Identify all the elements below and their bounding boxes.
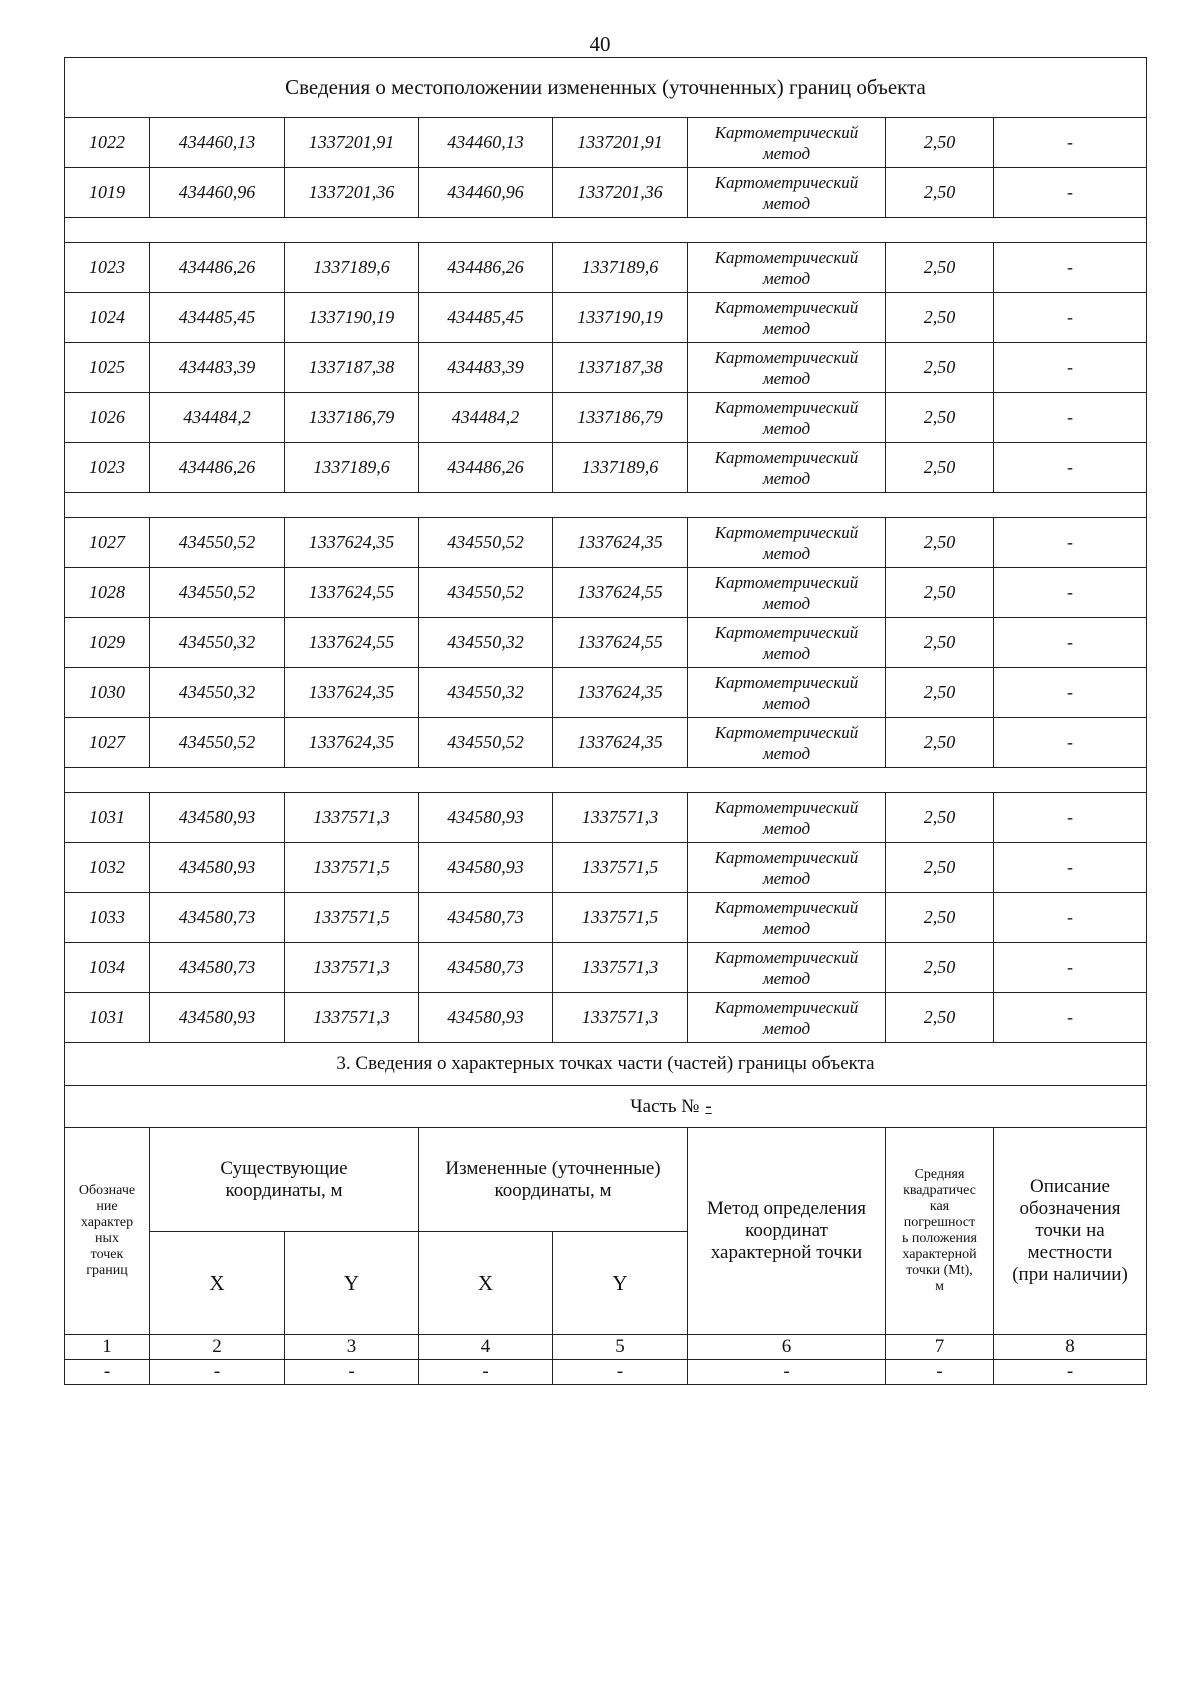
existing-y-cell: 1337624,35 bbox=[285, 718, 419, 768]
header-designation-line: границ bbox=[86, 1263, 128, 1278]
description-cell: - bbox=[994, 168, 1147, 218]
method-cell bbox=[688, 568, 886, 618]
column-number: 6 bbox=[688, 1335, 886, 1360]
existing-x-cell: 434550,32 bbox=[150, 618, 285, 668]
point-number-cell: 1031 bbox=[65, 793, 150, 843]
method-line: Картометрический bbox=[714, 947, 859, 967]
header-existing-x: X bbox=[150, 1232, 285, 1335]
table-row bbox=[65, 443, 1147, 493]
table-row bbox=[65, 118, 1147, 168]
changed-y-cell: 1337571,3 bbox=[553, 993, 688, 1043]
existing-y-cell: 1337624,55 bbox=[285, 568, 419, 618]
method-line: метод bbox=[762, 268, 811, 288]
description-cell: - bbox=[994, 943, 1147, 993]
header-existing-line: координаты, м bbox=[225, 1179, 343, 1201]
page-number: 40 bbox=[589, 32, 611, 56]
mt-cell: 2,50 bbox=[886, 443, 994, 493]
point-number-cell: 1022 bbox=[65, 118, 150, 168]
description-cell: - bbox=[994, 518, 1147, 568]
method-line: метод bbox=[762, 193, 811, 213]
changed-y-cell: 1337624,35 bbox=[553, 718, 688, 768]
method-cell bbox=[688, 993, 886, 1043]
description-cell: - bbox=[994, 343, 1147, 393]
changed-y-cell: 1337571,5 bbox=[553, 893, 688, 943]
description-cell: - bbox=[994, 443, 1147, 493]
method-line: метод bbox=[762, 1018, 811, 1038]
method-line: Картометрический bbox=[714, 897, 859, 917]
changed-y-cell: 1337201,91 bbox=[553, 118, 688, 168]
mt-cell: 2,50 bbox=[886, 118, 994, 168]
changed-x-cell: 434483,39 bbox=[419, 343, 553, 393]
table-title: Сведения о местоположении измененных (уточненных) границ объекта bbox=[65, 58, 1147, 118]
header-description-line: обозначения bbox=[1019, 1198, 1121, 1219]
header-mt-line: точки (Mt), bbox=[906, 1263, 973, 1278]
header-existing-line: Существующие bbox=[220, 1157, 348, 1179]
description-cell: - bbox=[994, 293, 1147, 343]
method-cell bbox=[688, 343, 886, 393]
existing-x-cell: 434550,52 bbox=[150, 568, 285, 618]
changed-y-cell: 1337189,6 bbox=[553, 243, 688, 293]
existing-y-cell: 1337189,6 bbox=[285, 443, 419, 493]
header-changed-line: Измененные (уточненные) bbox=[445, 1157, 661, 1179]
table-row bbox=[65, 843, 1147, 893]
method-line: Картометрический bbox=[714, 347, 859, 367]
method-cell bbox=[688, 518, 886, 568]
empty-cell: - bbox=[994, 1360, 1147, 1385]
mt-cell: 2,50 bbox=[886, 893, 994, 943]
method-line: метод bbox=[762, 468, 811, 488]
method-line: Картометрический bbox=[714, 722, 859, 742]
table-row bbox=[65, 618, 1147, 668]
header-description-line: местности bbox=[1027, 1242, 1113, 1263]
description-cell: - bbox=[994, 718, 1147, 768]
point-number-cell: 1025 bbox=[65, 343, 150, 393]
header-changed-y: Y bbox=[553, 1232, 688, 1335]
header-mt-line: Средняя bbox=[914, 1167, 965, 1182]
column-number: 4 bbox=[419, 1335, 553, 1360]
method-line: метод bbox=[762, 918, 811, 938]
header-mt-line: характерной bbox=[902, 1247, 977, 1262]
changed-y-cell: 1337201,36 bbox=[553, 168, 688, 218]
header-method bbox=[688, 1128, 886, 1335]
method-line: Картометрический bbox=[714, 297, 859, 317]
header-description-line: Описание bbox=[1030, 1176, 1110, 1197]
existing-x-cell: 434580,73 bbox=[150, 893, 285, 943]
changed-y-cell: 1337571,3 bbox=[553, 943, 688, 993]
point-number-cell: 1027 bbox=[65, 518, 150, 568]
changed-x-cell: 434550,52 bbox=[419, 568, 553, 618]
method-line: Картометрический bbox=[714, 797, 859, 817]
header-mt-line: м bbox=[935, 1279, 944, 1294]
empty-cell: - bbox=[150, 1360, 285, 1385]
description-cell: - bbox=[994, 668, 1147, 718]
part-label: Часть № bbox=[630, 1095, 700, 1117]
table-row bbox=[65, 393, 1147, 443]
changed-x-cell: 434550,52 bbox=[419, 718, 553, 768]
header-row bbox=[65, 1128, 1147, 1232]
section-3-row bbox=[65, 1043, 1147, 1086]
boundary-table bbox=[64, 57, 1147, 1385]
description-cell: - bbox=[994, 118, 1147, 168]
method-line: метод bbox=[762, 418, 811, 438]
header-designation-line: ние bbox=[96, 1199, 118, 1214]
part-row bbox=[65, 1086, 1147, 1128]
header-method-line: Метод определения bbox=[707, 1198, 866, 1219]
existing-x-cell: 434486,26 bbox=[150, 243, 285, 293]
header-mt-line: кая bbox=[929, 1199, 950, 1214]
method-line: Картометрический bbox=[714, 997, 859, 1017]
header-method-line: характерной точки bbox=[710, 1242, 863, 1263]
column-number: 5 bbox=[553, 1335, 688, 1360]
changed-x-cell: 434486,26 bbox=[419, 443, 553, 493]
description-cell: - bbox=[994, 243, 1147, 293]
changed-x-cell: 434486,26 bbox=[419, 243, 553, 293]
changed-x-cell: 434580,93 bbox=[419, 793, 553, 843]
existing-y-cell: 1337571,3 bbox=[285, 943, 419, 993]
part-value: - bbox=[705, 1095, 712, 1117]
description-cell: - bbox=[994, 618, 1147, 668]
header-description-line: (при наличии) bbox=[1012, 1264, 1128, 1285]
mt-cell: 2,50 bbox=[886, 168, 994, 218]
existing-y-cell: 1337624,35 bbox=[285, 518, 419, 568]
point-number-cell: 1023 bbox=[65, 243, 150, 293]
description-cell: - bbox=[994, 893, 1147, 943]
description-cell: - bbox=[994, 993, 1147, 1043]
changed-x-cell: 434580,73 bbox=[419, 943, 553, 993]
changed-y-cell: 1337571,3 bbox=[553, 793, 688, 843]
existing-y-cell: 1337571,5 bbox=[285, 843, 419, 893]
method-cell bbox=[688, 718, 886, 768]
changed-x-cell: 434580,93 bbox=[419, 843, 553, 893]
group-separator bbox=[65, 768, 1147, 793]
method-line: Картометрический bbox=[714, 397, 859, 417]
mt-cell: 2,50 bbox=[886, 518, 994, 568]
existing-y-cell: 1337190,19 bbox=[285, 293, 419, 343]
existing-x-cell: 434580,93 bbox=[150, 843, 285, 893]
changed-x-cell: 434550,52 bbox=[419, 518, 553, 568]
point-number-cell: 1023 bbox=[65, 443, 150, 493]
point-number-cell: 1019 bbox=[65, 168, 150, 218]
changed-y-cell: 1337186,79 bbox=[553, 393, 688, 443]
changed-y-cell: 1337624,55 bbox=[553, 568, 688, 618]
method-line: метод bbox=[762, 743, 811, 763]
method-cell bbox=[688, 243, 886, 293]
table-title-row bbox=[65, 58, 1147, 118]
point-number-cell: 1029 bbox=[65, 618, 150, 668]
mt-cell: 2,50 bbox=[886, 718, 994, 768]
header-existing-y: Y bbox=[285, 1232, 419, 1335]
method-line: метод bbox=[762, 318, 811, 338]
table-row bbox=[65, 668, 1147, 718]
method-line: Картометрический bbox=[714, 572, 859, 592]
column-number: 2 bbox=[150, 1335, 285, 1360]
mt-cell: 2,50 bbox=[886, 943, 994, 993]
existing-y-cell: 1337571,5 bbox=[285, 893, 419, 943]
point-number-cell: 1026 bbox=[65, 393, 150, 443]
mt-cell: 2,50 bbox=[886, 568, 994, 618]
header-method-line: координат bbox=[745, 1220, 828, 1241]
table-row bbox=[65, 168, 1147, 218]
method-line: метод bbox=[762, 143, 811, 163]
changed-x-cell: 434484,2 bbox=[419, 393, 553, 443]
header-mt-line: погрешност bbox=[903, 1215, 976, 1230]
mt-cell: 2,50 bbox=[886, 343, 994, 393]
method-line: метод bbox=[762, 593, 811, 613]
existing-x-cell: 434484,2 bbox=[150, 393, 285, 443]
table-row bbox=[65, 793, 1147, 843]
point-number-cell: 1034 bbox=[65, 943, 150, 993]
changed-x-cell: 434580,73 bbox=[419, 893, 553, 943]
method-line: метод bbox=[762, 818, 811, 838]
changed-x-cell: 434550,32 bbox=[419, 618, 553, 668]
existing-y-cell: 1337187,38 bbox=[285, 343, 419, 393]
changed-x-cell: 434460,13 bbox=[419, 118, 553, 168]
existing-x-cell: 434550,52 bbox=[150, 718, 285, 768]
table-row bbox=[65, 518, 1147, 568]
column-number: 3 bbox=[285, 1335, 419, 1360]
mt-cell: 2,50 bbox=[886, 618, 994, 668]
group-separator bbox=[65, 493, 1147, 518]
method-cell bbox=[688, 393, 886, 443]
table-row bbox=[65, 718, 1147, 768]
point-number-cell: 1028 bbox=[65, 568, 150, 618]
existing-x-cell: 434485,45 bbox=[150, 293, 285, 343]
existing-x-cell: 434460,96 bbox=[150, 168, 285, 218]
point-number-cell: 1032 bbox=[65, 843, 150, 893]
table-row bbox=[65, 893, 1147, 943]
existing-x-cell: 434483,39 bbox=[150, 343, 285, 393]
method-line: Картометрический bbox=[714, 522, 859, 542]
separator-cell bbox=[65, 493, 1147, 518]
existing-x-cell: 434550,52 bbox=[150, 518, 285, 568]
description-cell: - bbox=[994, 843, 1147, 893]
method-cell bbox=[688, 893, 886, 943]
existing-x-cell: 434580,73 bbox=[150, 943, 285, 993]
empty-cell: - bbox=[419, 1360, 553, 1385]
method-cell bbox=[688, 443, 886, 493]
method-cell bbox=[688, 843, 886, 893]
method-cell bbox=[688, 118, 886, 168]
empty-cell: - bbox=[65, 1360, 150, 1385]
method-line: Картометрический bbox=[714, 122, 859, 142]
description-cell: - bbox=[994, 793, 1147, 843]
header-changed-coordinates bbox=[419, 1128, 688, 1232]
changed-y-cell: 1337624,35 bbox=[553, 668, 688, 718]
header-designation bbox=[65, 1128, 150, 1335]
separator-cell bbox=[65, 218, 1147, 243]
existing-x-cell: 434580,93 bbox=[150, 793, 285, 843]
existing-y-cell: 1337571,3 bbox=[285, 793, 419, 843]
table-row bbox=[65, 943, 1147, 993]
method-line: метод bbox=[762, 968, 811, 988]
point-number-cell: 1033 bbox=[65, 893, 150, 943]
point-number-cell: 1027 bbox=[65, 718, 150, 768]
existing-y-cell: 1337189,6 bbox=[285, 243, 419, 293]
existing-y-cell: 1337201,36 bbox=[285, 168, 419, 218]
changed-y-cell: 1337571,5 bbox=[553, 843, 688, 893]
changed-x-cell: 434460,96 bbox=[419, 168, 553, 218]
method-line: Картометрический bbox=[714, 447, 859, 467]
empty-data-row bbox=[65, 1360, 1147, 1385]
header-designation-line: точек bbox=[90, 1247, 124, 1262]
description-cell: - bbox=[994, 568, 1147, 618]
method-cell bbox=[688, 668, 886, 718]
table-row bbox=[65, 568, 1147, 618]
empty-cell: - bbox=[886, 1360, 994, 1385]
method-line: метод bbox=[762, 368, 811, 388]
existing-y-cell: 1337186,79 bbox=[285, 393, 419, 443]
header-changed-x: X bbox=[419, 1232, 553, 1335]
changed-x-cell: 434550,32 bbox=[419, 668, 553, 718]
method-cell bbox=[688, 793, 886, 843]
method-cell bbox=[688, 943, 886, 993]
changed-y-cell: 1337190,19 bbox=[553, 293, 688, 343]
method-cell bbox=[688, 618, 886, 668]
header-mt-line: квадратичес bbox=[903, 1183, 976, 1198]
existing-y-cell: 1337201,91 bbox=[285, 118, 419, 168]
existing-y-cell: 1337571,3 bbox=[285, 993, 419, 1043]
header-designation-line: Обозначе bbox=[78, 1183, 136, 1198]
column-number: 1 bbox=[65, 1335, 150, 1360]
changed-y-cell: 1337189,6 bbox=[553, 443, 688, 493]
table-row bbox=[65, 343, 1147, 393]
header-changed-line: координаты, м bbox=[494, 1179, 612, 1201]
point-number-cell: 1024 bbox=[65, 293, 150, 343]
header-description-line: точки на bbox=[1035, 1220, 1105, 1241]
existing-y-cell: 1337624,35 bbox=[285, 668, 419, 718]
existing-x-cell: 434550,32 bbox=[150, 668, 285, 718]
header-designation-line: характер bbox=[80, 1215, 134, 1230]
mt-cell: 2,50 bbox=[886, 293, 994, 343]
changed-y-cell: 1337624,55 bbox=[553, 618, 688, 668]
existing-x-cell: 434486,26 bbox=[150, 443, 285, 493]
mt-cell: 2,50 bbox=[886, 243, 994, 293]
method-line: метод bbox=[762, 543, 811, 563]
mt-cell: 2,50 bbox=[886, 993, 994, 1043]
existing-y-cell: 1337624,55 bbox=[285, 618, 419, 668]
mt-cell: 2,50 bbox=[886, 843, 994, 893]
empty-cell: - bbox=[553, 1360, 688, 1385]
header-designation-line: ных bbox=[95, 1231, 119, 1246]
header-mt-line: ь положения bbox=[902, 1231, 977, 1246]
method-line: Картометрический bbox=[714, 672, 859, 692]
point-number-cell: 1031 bbox=[65, 993, 150, 1043]
mt-cell: 2,50 bbox=[886, 393, 994, 443]
empty-cell: - bbox=[688, 1360, 886, 1385]
existing-x-cell: 434580,93 bbox=[150, 993, 285, 1043]
method-cell bbox=[688, 293, 886, 343]
table-row bbox=[65, 993, 1147, 1043]
table-row bbox=[65, 293, 1147, 343]
header-existing-coordinates bbox=[150, 1128, 419, 1232]
column-number: 7 bbox=[886, 1335, 994, 1360]
table-row bbox=[65, 243, 1147, 293]
existing-x-cell: 434460,13 bbox=[150, 118, 285, 168]
mt-cell: 2,50 bbox=[886, 668, 994, 718]
group-separator bbox=[65, 218, 1147, 243]
part-cell bbox=[65, 1086, 1147, 1128]
header-mt bbox=[886, 1128, 994, 1335]
mt-cell: 2,50 bbox=[886, 793, 994, 843]
changed-x-cell: 434485,45 bbox=[419, 293, 553, 343]
method-line: метод bbox=[762, 868, 811, 888]
changed-y-cell: 1337624,35 bbox=[553, 518, 688, 568]
method-line: Картометрический bbox=[714, 847, 859, 867]
description-cell: - bbox=[994, 393, 1147, 443]
header-description bbox=[994, 1128, 1147, 1335]
method-cell bbox=[688, 168, 886, 218]
changed-y-cell: 1337187,38 bbox=[553, 343, 688, 393]
section-3-title: 3. Сведения о характерных точках части (частей) границы объекта bbox=[65, 1043, 1147, 1086]
column-number: 8 bbox=[994, 1335, 1147, 1360]
separator-cell bbox=[65, 768, 1147, 793]
method-line: Картометрический bbox=[714, 247, 859, 267]
changed-x-cell: 434580,93 bbox=[419, 993, 553, 1043]
point-number-cell: 1030 bbox=[65, 668, 150, 718]
method-line: Картометрический bbox=[714, 172, 859, 192]
column-number-row bbox=[65, 1335, 1147, 1360]
method-line: метод bbox=[762, 693, 811, 713]
method-line: метод bbox=[762, 643, 811, 663]
empty-cell: - bbox=[285, 1360, 419, 1385]
method-line: Картометрический bbox=[714, 622, 859, 642]
